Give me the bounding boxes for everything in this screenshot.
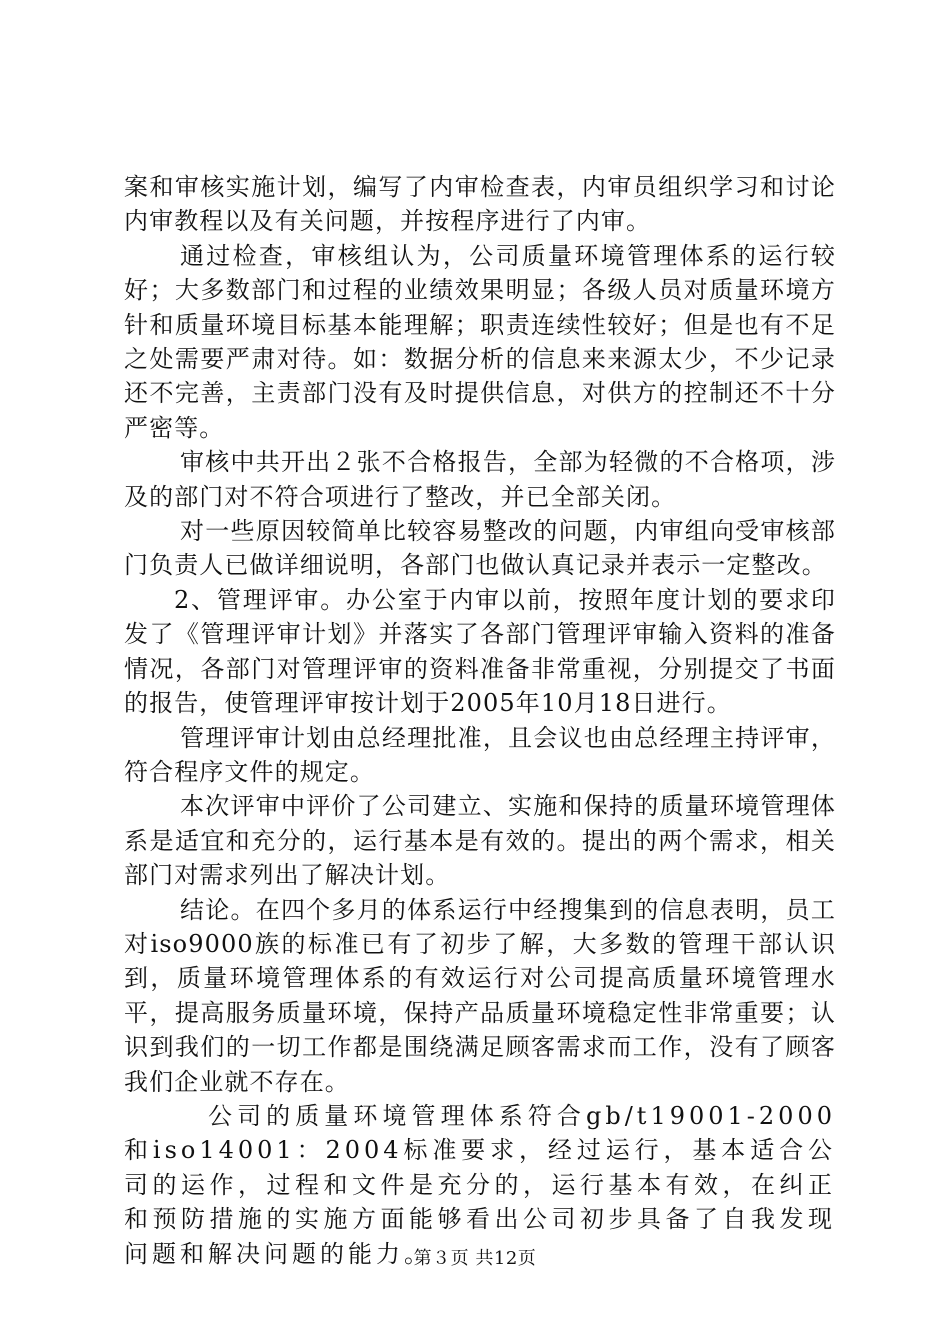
paragraph-2: 通过检查，审核组认为，公司质量环境管理体系的运行较好；大多数部门和过程的业绩效果明显；各级人员对质量环境方针和质量环境目标基本能理解；职责连续性较好；但是也有不足之处需要严肃对待。如：数据分析的信息来来源太少，不少记录还不完善，主责部门没有及时提供信息，对供方的控制还不十分严密等。 xyxy=(124,241,836,442)
paragraph-1: 案和审核实施计划，编写了内审检查表，内审员组织学习和讨论内审教程以及有关问题，并按程序进行了内审。 xyxy=(124,173,836,236)
paragraph-7: 本次评审中评价了公司建立、实施和保持的质量环境管理体系是适宜和充分的，运行基本是有效的。提出的两个需求，相关部门对需求列出了解决计划。 xyxy=(124,792,836,890)
document-body xyxy=(124,170,836,1271)
paragraph-5: 2、管理评审。办公室于内审以前，按照年度计划的要求印发了《管理评审计划》并落实了各部门管理评审输入资料的准备情况，各部门对管理评审的资料准备非常重视，分别提交了书面的报告，使管理评审按计划于2005年10月18日进行。 xyxy=(124,585,836,718)
paragraph-4: 对一些原因较简单比较容易整改的问题，内审组向受审核部门负责人已做详细说明，各部门也做认真记录并表示一定整改。 xyxy=(124,517,836,580)
paragraph-8: 结论。在四个多月的体系运行中经搜集到的信息表明，员工对iso9000族的标准已有了初步了解，大多数的管理干部认识到，质量环境管理体系的有效运行对公司提高质量环境管理水平，提高服务质量环境，保持产品质量环境稳定性非常重要；认识到我们的一切工作都是围绕满足顾客需求而工作，没有了顾客我们企业就不存在。 xyxy=(124,895,836,1096)
page-footer: 第３页 共12页 xyxy=(413,1248,537,1269)
paragraph-3: 审核中共开出２张不合格报告，全部为轻微的不合格项，涉及的部门对不符合项进行了整改，并已全部关闭。 xyxy=(124,448,836,511)
paragraph-9: 公司的质量环境管理体系符合gb/t19001-2000和iso14001：2004标准要求，经过运行，基本适合公司的运作，过程和文件是充分的，运行基本有效，在纠正和预防措施的实施方面能够看出公司初步具备了自我发现问题和解决问题的能力。 xyxy=(124,1101,836,1268)
paragraph-6: 管理评审计划由总经理批准，且会议也由总经理主持评审，符合程序文件的规定。 xyxy=(124,723,836,786)
